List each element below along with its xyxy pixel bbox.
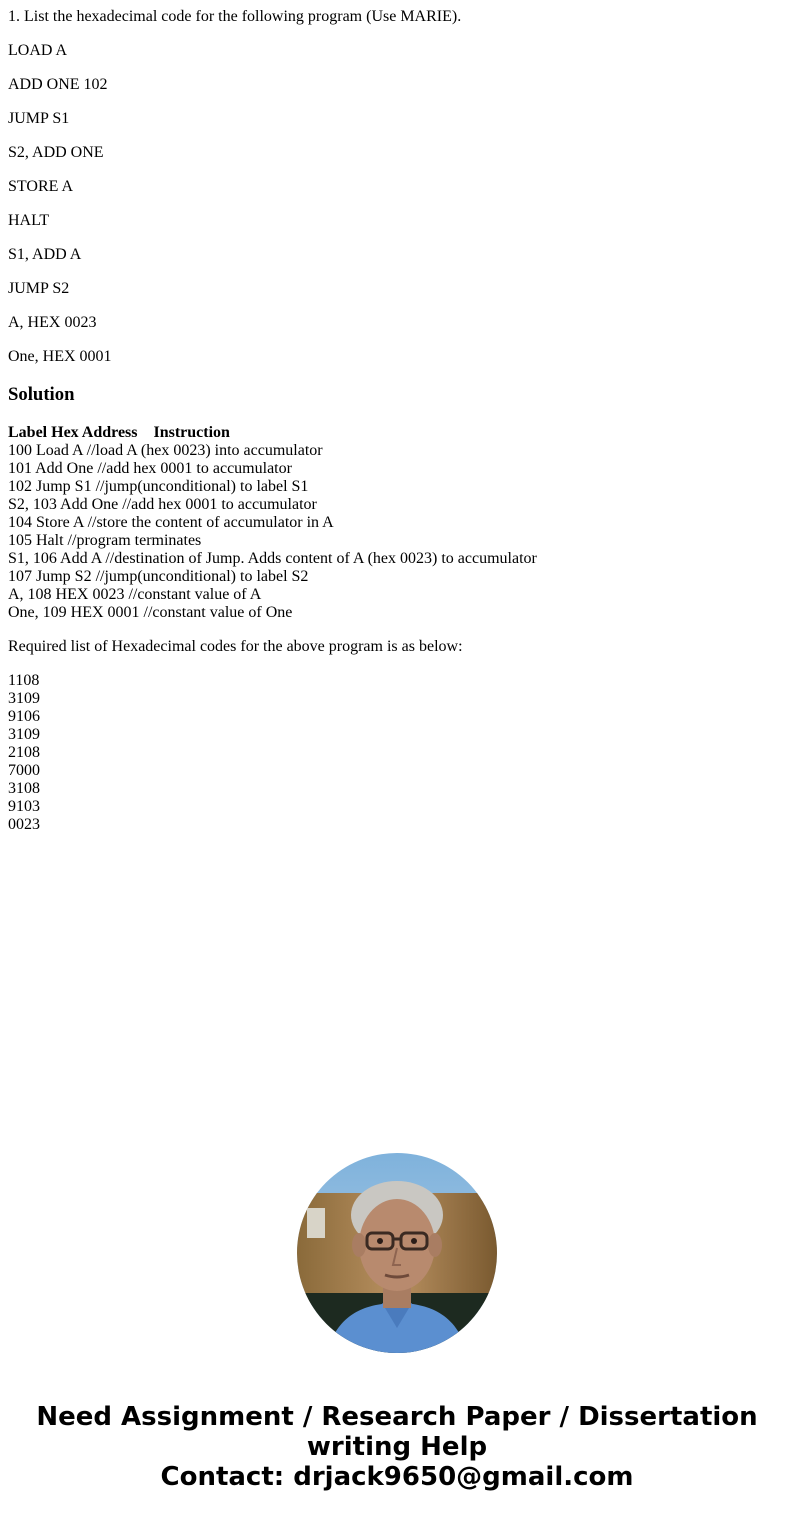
footer-line: writing Help [306,1432,488,1462]
program-line: S1, ADD A [8,246,82,263]
program-line: JUMP S2 [8,280,70,297]
hex-code: 9103 [8,798,40,815]
program-line: JUMP S1 [8,110,70,127]
table-row: 102 Jump S1 //jump(unconditional) to label S1 [8,478,309,495]
hex-code: 3109 [8,690,40,707]
question-title: 1. List the hexadecimal code for the following program (Use MARIE). [8,8,462,25]
footer-contact-email: Contact: drjack9650@gmail.com [160,1462,634,1492]
document-body [8,0,778,850]
solution-summary: Required list of Hexadecimal codes for the above program is as below: [8,638,463,655]
table-row: One, 109 HEX 0001 //constant value of One [8,604,293,621]
avatar-portrait [297,1153,497,1353]
hex-code-list [8,672,778,834]
hex-code: 3109 [8,726,40,743]
solution-heading: Solution [8,384,75,405]
footer-contact [0,1402,794,1492]
hex-code: 3108 [8,780,40,797]
program-line: HALT [8,212,50,229]
table-row: 100 Load A //load A (hex 0023) into accumulator [8,442,323,459]
hex-code: 2108 [8,744,40,761]
program-line: One, HEX 0001 [8,348,112,365]
table-header: Label Hex Address Instruction [8,424,230,441]
table-row: S1, 106 Add A //destination of Jump. Adds content of A (hex 0023) to accumulator [8,550,537,567]
hex-code: 9106 [8,708,40,725]
hex-code: 0023 [8,816,40,833]
table-row: S2, 103 Add One //add hex 0001 to accumulator [8,496,317,513]
hex-code: 7000 [8,762,40,779]
program-line: STORE A [8,178,74,195]
table-row: A, 108 HEX 0023 //constant value of A [8,586,262,603]
table-row: 107 Jump S2 //jump(unconditional) to label S2 [8,568,309,585]
table-row: 105 Halt //program terminates [8,532,202,549]
table-row: 101 Add One //add hex 0001 to accumulator [8,460,292,477]
avatar [297,1153,497,1353]
program-line: A, HEX 0023 [8,314,97,331]
program-line: ADD ONE 102 [8,76,108,93]
hex-code: 1108 [8,672,40,689]
solution-table [8,424,778,622]
program-line: LOAD A [8,42,68,59]
footer-line: Need Assignment / Research Paper / Dissertation [36,1402,758,1432]
table-row: 104 Store A //store the content of accumulator in A [8,514,334,531]
program-line: S2, ADD ONE [8,144,104,161]
